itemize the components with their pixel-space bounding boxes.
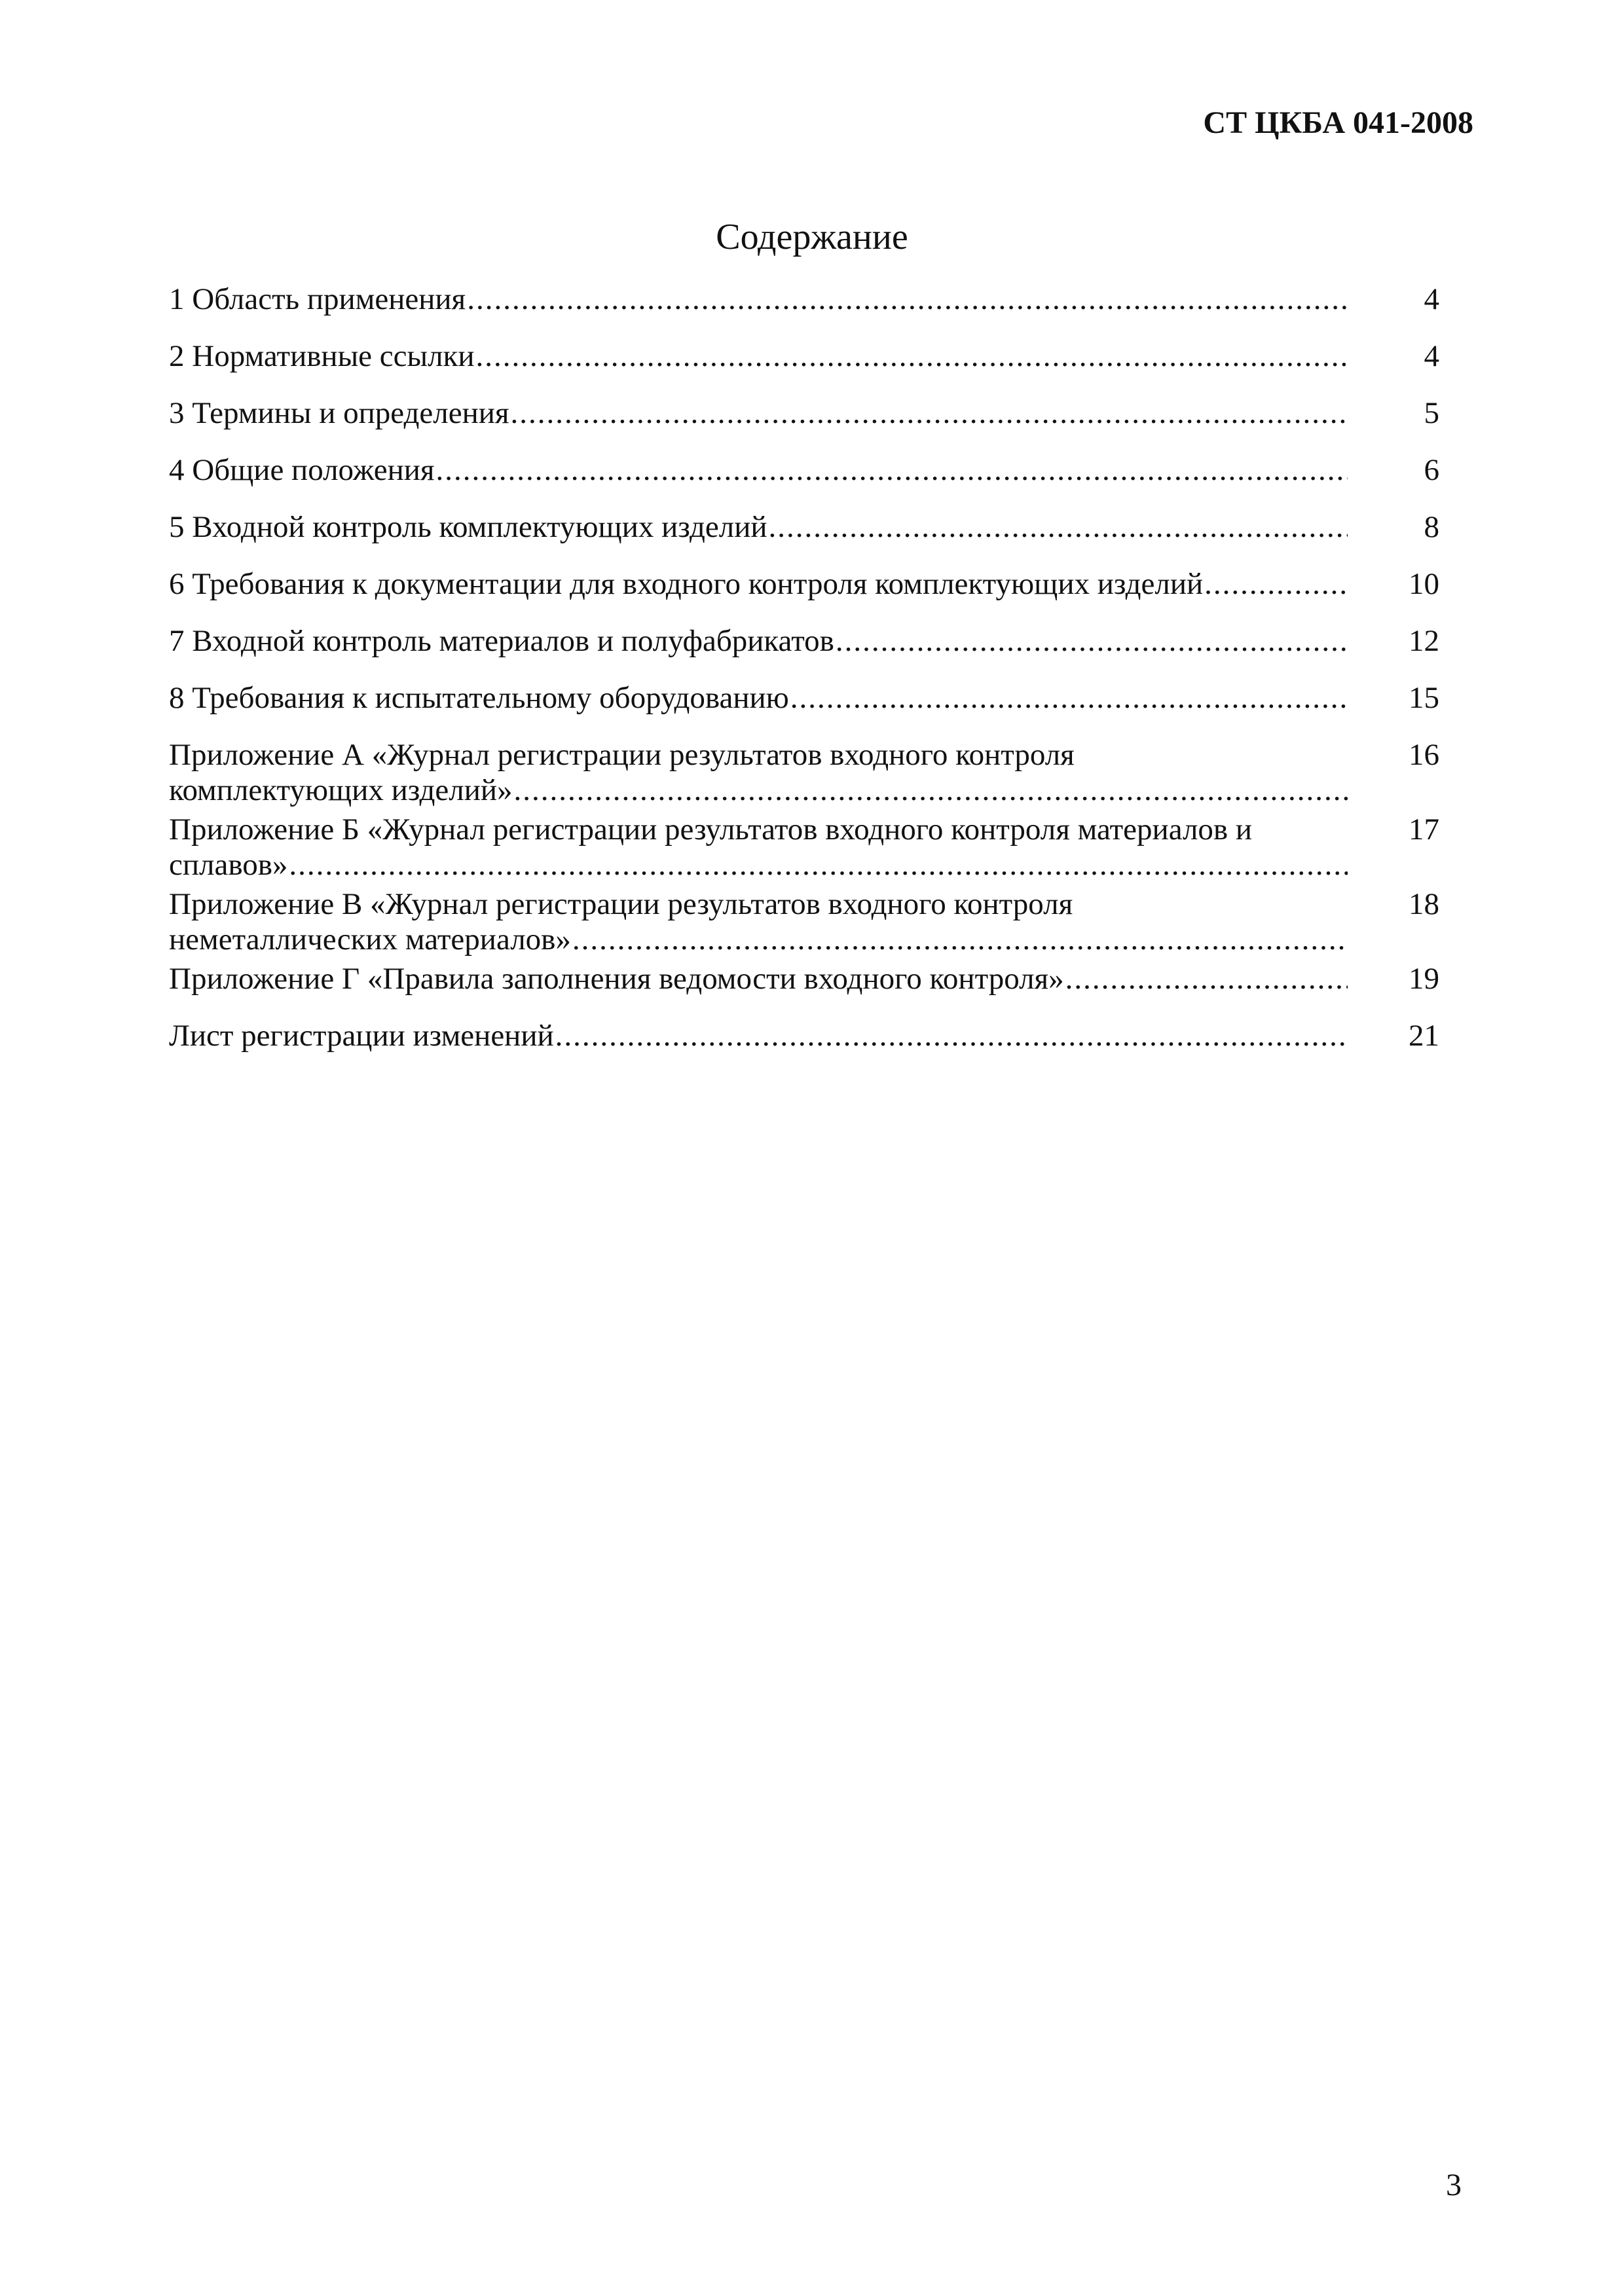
toc-entry-text xyxy=(169,282,1348,317)
toc-entry[interactable] xyxy=(169,961,1439,996)
toc-entry-page: 8 xyxy=(1424,510,1439,544)
toc-entry-line xyxy=(169,737,1348,773)
toc-entry-text xyxy=(169,452,1348,488)
toc-entry-label: 5 Входной контроль комплектующих изделий xyxy=(169,510,767,544)
toc-entry-label: комплектующих изделий» xyxy=(169,773,513,807)
toc-entry-page: 19 xyxy=(1409,962,1439,996)
toc-entry-label: 2 Нормативные ссылки xyxy=(169,339,475,373)
toc-entry-label: Приложение А «Журнал регистрации результатов входного контроля xyxy=(169,738,1075,772)
toc-dot-leader xyxy=(767,509,1348,545)
toc-entry-text xyxy=(169,338,1348,374)
toc-entry-text xyxy=(169,395,1348,431)
toc-dot-leader xyxy=(554,1018,1348,1053)
toc-entry-page: 5 xyxy=(1424,396,1439,430)
toc-entry-page: 6 xyxy=(1424,453,1439,487)
toc-entry-text xyxy=(169,812,1348,883)
toc-entry[interactable] xyxy=(169,566,1439,602)
toc-entry-label: 6 Требования к документации для входного контроля комплектующих изделий xyxy=(169,567,1204,601)
toc-entry-text xyxy=(169,680,1348,716)
toc-entry-line xyxy=(169,847,1348,883)
toc-entry-page: 12 xyxy=(1409,624,1439,658)
toc-dot-leader xyxy=(789,680,1348,716)
toc-entry-text xyxy=(169,886,1348,957)
toc-entry-text xyxy=(169,566,1348,602)
toc-dot-leader xyxy=(509,395,1348,431)
toc-entry-page: 21 xyxy=(1409,1019,1439,1053)
toc-entry-line xyxy=(169,922,1348,957)
toc-entry-line xyxy=(169,961,1348,996)
toc-entry-text xyxy=(169,961,1348,996)
toc-entry-line xyxy=(169,623,1348,659)
toc-entry-label: Приложение Г «Правила заполнения ведомости входного контроля» xyxy=(169,962,1064,996)
toc-entry-page: 16 xyxy=(1409,738,1439,772)
toc-dot-leader xyxy=(475,338,1348,374)
table-of-contents xyxy=(169,282,1439,1075)
toc-entry[interactable] xyxy=(169,1018,1439,1053)
toc-entry-label: неметаллических материалов» xyxy=(169,922,571,957)
toc-entry-line xyxy=(169,395,1348,431)
toc-entry-line xyxy=(169,680,1348,716)
document-code: СТ ЦКБА 041-2008 xyxy=(1203,105,1473,140)
toc-entry[interactable] xyxy=(169,737,1439,808)
toc-entry-text xyxy=(169,737,1348,808)
toc-entry-line xyxy=(169,812,1348,847)
toc-entry[interactable] xyxy=(169,395,1439,431)
toc-entry-line xyxy=(169,282,1348,317)
toc-entry-label: 1 Область применения xyxy=(169,282,466,316)
toc-entry-page: 15 xyxy=(1409,681,1439,715)
toc-entry-page: 4 xyxy=(1424,282,1439,316)
toc-entry-page: 4 xyxy=(1424,339,1439,373)
toc-entry-line xyxy=(169,566,1348,602)
toc-entry-page: 18 xyxy=(1409,887,1439,921)
toc-dot-leader xyxy=(1203,566,1348,602)
toc-entry[interactable] xyxy=(169,886,1439,957)
toc-dot-leader xyxy=(571,922,1348,957)
toc-dot-leader xyxy=(287,847,1348,883)
toc-entry-label: 4 Общие положения xyxy=(169,453,435,487)
toc-entry-line xyxy=(169,886,1348,922)
toc-entry-label: 7 Входной контроль материалов и полуфабрикатов xyxy=(169,624,834,658)
toc-dot-leader xyxy=(1064,961,1348,996)
toc-entry-label: Лист регистрации изменений xyxy=(169,1019,554,1053)
toc-entry[interactable] xyxy=(169,338,1439,374)
toc-entry-line xyxy=(169,338,1348,374)
toc-dot-leader xyxy=(513,773,1348,808)
toc-entry[interactable] xyxy=(169,282,1439,317)
toc-entry-text xyxy=(169,1018,1348,1053)
toc-dot-leader xyxy=(834,623,1348,659)
toc-entry[interactable] xyxy=(169,812,1439,883)
toc-entry-line xyxy=(169,509,1348,545)
toc-entry-label: 8 Требования к испытательному оборудованию xyxy=(169,681,789,715)
toc-entry-line xyxy=(169,1018,1348,1053)
toc-entry[interactable] xyxy=(169,452,1439,488)
toc-entry[interactable] xyxy=(169,680,1439,716)
toc-entry-text xyxy=(169,623,1348,659)
toc-dot-leader xyxy=(466,282,1348,317)
toc-entry[interactable] xyxy=(169,509,1439,545)
toc-entry-page: 17 xyxy=(1409,812,1439,847)
toc-entry-label: 3 Термины и определения xyxy=(169,396,509,430)
toc-entry-label: сплавов» xyxy=(169,848,288,882)
toc-dot-leader xyxy=(435,452,1348,488)
toc-title: Содержание xyxy=(716,217,908,257)
toc-entry-page: 10 xyxy=(1409,567,1439,601)
toc-entry-line xyxy=(169,452,1348,488)
toc-entry-label: Приложение В «Журнал регистрации результатов входного контроля xyxy=(169,887,1073,921)
page-number: 3 xyxy=(1446,2168,1462,2202)
toc-entry-line xyxy=(169,773,1348,808)
toc-entry[interactable] xyxy=(169,623,1439,659)
toc-entry-text xyxy=(169,509,1348,545)
toc-entry-label: Приложение Б «Журнал регистрации результатов входного контроля материалов и xyxy=(169,812,1253,847)
